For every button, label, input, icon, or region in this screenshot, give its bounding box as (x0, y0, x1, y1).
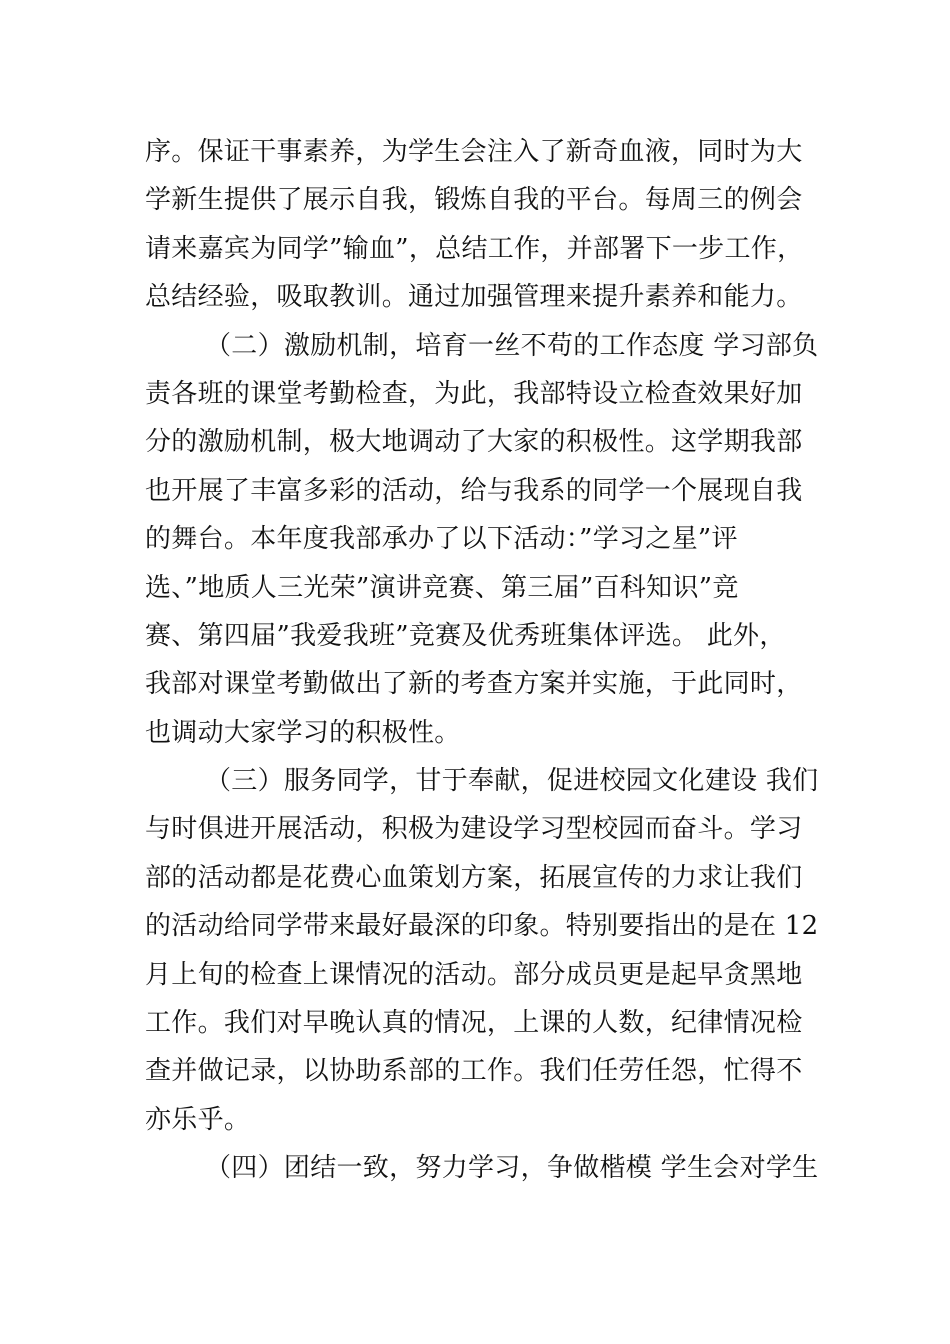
text-line: 学新生提供了展示自我，锻炼自我的平台。每周三的例会 (145, 185, 803, 216)
text-line: 部的活动都是花费心血策划方案，拓展宣传的力求让我们 (145, 862, 803, 893)
text-line: 总结经验，吸取教训。通过加强管理来提升素养和能力。 (145, 282, 803, 313)
text-line: 月上旬的检查上课情况的活动。部分成员更是起早贪黑地 (145, 959, 803, 990)
text-line: 的活动给同学带来最好最深的印象。特别要指出的是在 12 (145, 911, 819, 942)
text-line: 序。保证干事素养，为学生会注入了新奇血液，同时为大 (145, 137, 803, 167)
text-line: 分的激励机制，极大地调动了大家的积极性。这学期我部 (145, 427, 803, 458)
text-line: 请来嘉宾为同学”输血”，总结工作，并部署下一步工作， (145, 233, 804, 264)
text-line: 工作。我们对早晚认真的情况，上课的人数，纪律情况检 (145, 1008, 803, 1039)
text-line: 查并做记录，以协助系部的工作。我们任劳任怨，忙得不 (145, 1056, 803, 1087)
paragraph-heading-line: （四）团结一致，努力学习，争做楷模 学生会对学生 (205, 1153, 819, 1184)
text-line: 也调动大家学习的积极性。 (145, 717, 461, 748)
text-line: 赛、第四届”我爱我班”竞赛及优秀班集体评选。 此外， (145, 620, 786, 651)
text-line: 我部对课堂考勤做出了新的考查方案并实施，于此同时， (145, 669, 803, 700)
text-line: 与时俱进开展活动，积极为建设学习型校园而奋斗。学习 (145, 814, 803, 845)
body-text (145, 128, 825, 1193)
text-line: 选、”地质人三光荣”演讲竞赛、第三届”百科知识”竞 (145, 572, 739, 603)
text-line: 的舞台。本年度我部承办了以下活动：”学习之星”评 (145, 524, 738, 555)
text-line: 也开展了丰富多彩的活动，给与我系的同学一个展现自我 (145, 475, 803, 506)
text-line: 亦乐乎。 (145, 1104, 251, 1135)
paragraph-heading-line: （三）服务同学，甘于奉献，促进校园文化建设 我们 (205, 766, 819, 797)
text-line: 责各班的课堂考勤检查，为此，我部特设立检查效果好加 (145, 378, 803, 409)
paragraph-heading-line: （二）激励机制，培育一丝不苟的工作态度 学习部负 (205, 330, 819, 361)
